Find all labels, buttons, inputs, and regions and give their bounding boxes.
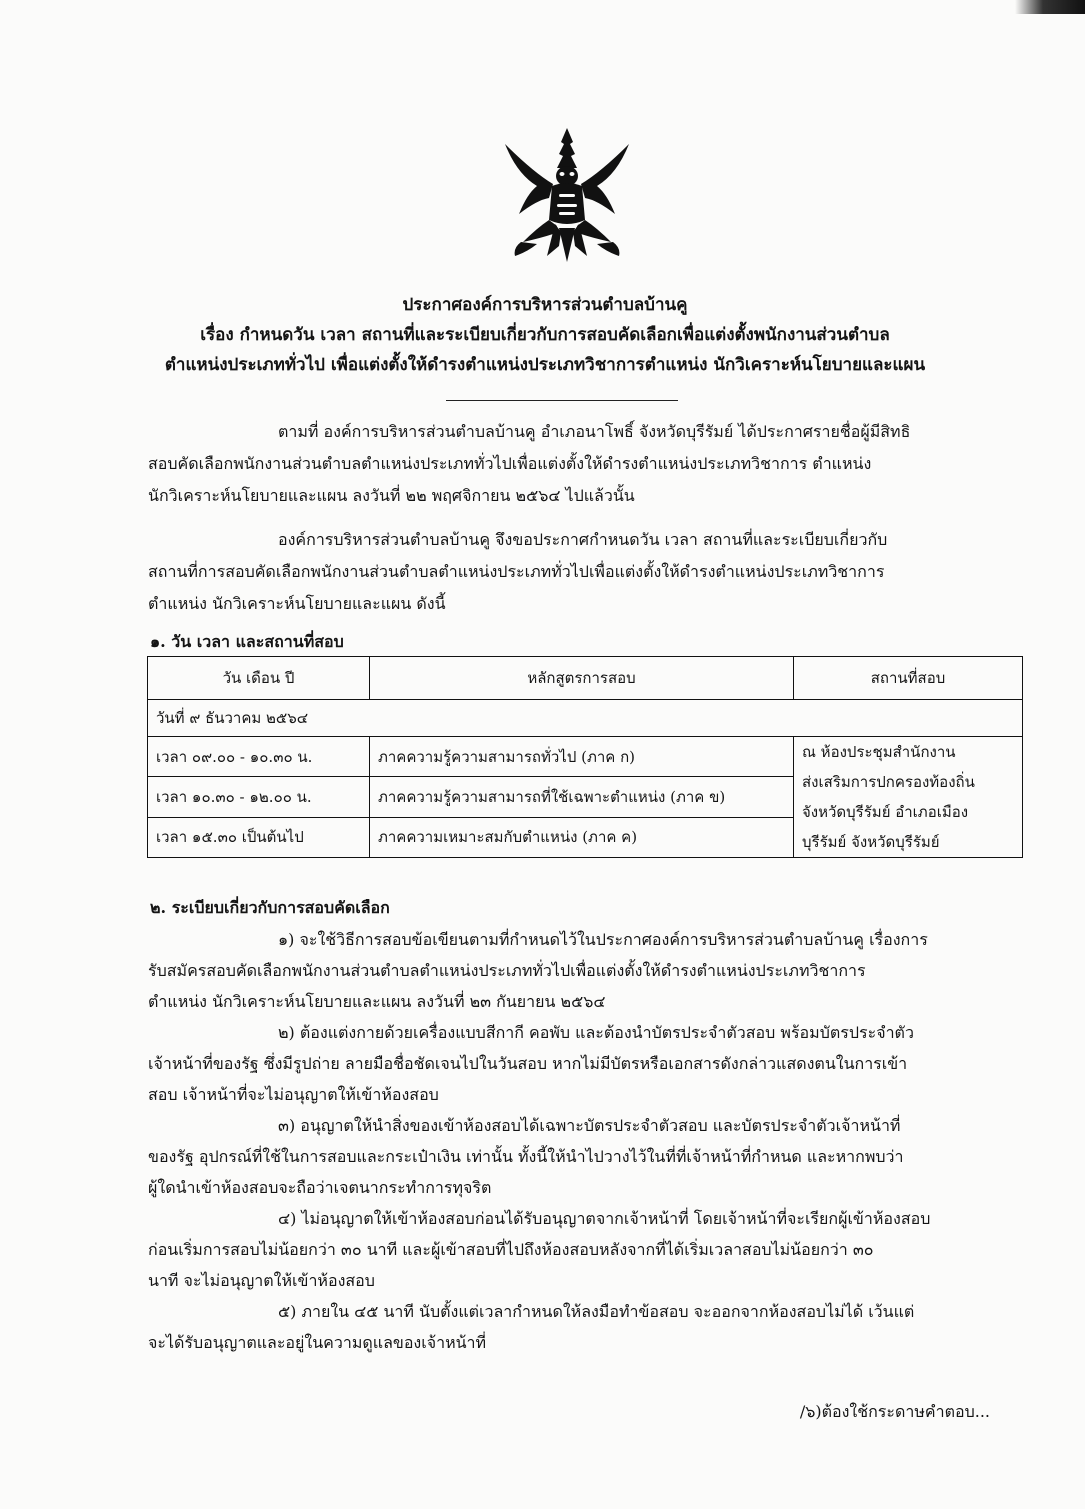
rule-line: ผู้ใดนำเข้าห้องสอบจะถือว่าเจตนากระทำการทุจริต (148, 1178, 492, 1197)
venue-line: ณ ห้องประชุมสำนักงาน (802, 743, 956, 761)
header-subject: เรื่อง กำหนดวัน เวลา สถานที่และระเบียบเกี่ยวกับการสอบคัดเลือกเพื่อแต่งตั้งพนักงานส่วนตำบล (200, 325, 890, 345)
table-row (148, 737, 1023, 777)
rule-item (148, 1110, 1000, 1203)
announcement-header (100, 290, 990, 380)
time-cell: เวลา ๑๕.๓๐ เป็นต้นไป (148, 817, 370, 857)
garuda-emblem-icon (497, 124, 637, 264)
rule-line: ของรัฐ อุปกรณ์ที่ใช้ในการสอบและกระเป๋าเงิน เท่านั้น ทั้งนี้ให้นำไปวางไว้ในที่ที่เจ้าหน้าที่กำหนด และหากพบว่า (148, 1147, 904, 1166)
rule-line: ๒) ต้องแต่งกายด้วยเครื่องแบบสีกากี คอพับ และต้องนำบัตรประจำตัวสอบ พร้อมบัตรประจำตัว (278, 1023, 914, 1042)
intro-paragraph-2 (148, 524, 990, 620)
rule-item (148, 1017, 1000, 1110)
paragraph-line: ตามที่ องค์การบริหารส่วนตำบลบ้านคู อำเภอนาโพธิ์ จังหวัดบุรีรัมย์ ได้ประกาศรายชื่อผู้มีสิทธิ (278, 422, 911, 441)
rule-line: ก่อนเริ่มการสอบไม่น้อยกว่า ๓๐ นาที และผู้เข้าสอบที่ไปถึงห้องสอบหลังจากที่ได้เริ่มเวลาสอบไม่น้อยกว่า ๓๐ (148, 1240, 874, 1259)
header-divider (446, 400, 678, 401)
section-1-title: ๑. วัน เวลา และสถานที่สอบ (150, 632, 344, 651)
rule-line: ๓) อนุญาตให้นำสิ่งของเข้าห้องสอบได้เฉพาะบัตรประจำตัวสอบ และบัตรประจำตัวเจ้าหน้าที่ (278, 1116, 901, 1135)
column-header-course: หลักสูตรการสอบ (370, 657, 794, 700)
rule-item (148, 1296, 1000, 1358)
column-header-venue: สถานที่สอบ (794, 657, 1023, 700)
venue-line: จังหวัดบุรีรัมย์ อำเภอเมือง (802, 803, 969, 821)
scan-corner-shadow (1015, 0, 1085, 14)
rule-line: ๕) ภายใน ๔๕ นาที นับตั้งแต่เวลากำหนดให้ลงมือทำข้อสอบ จะออกจากห้องสอบไม่ได้ เว้นแต่ (278, 1302, 915, 1321)
time-cell: เวลา ๑๐.๓๐ - ๑๒.๐๐ น. (148, 777, 370, 817)
course-cell: ภาคความเหมาะสมกับตำแหน่ง (ภาค ค) (370, 817, 794, 857)
header-title: ประกาศองค์การบริหารส่วนตำบลบ้านคู (402, 295, 688, 315)
course-cell: ภาคความรู้ความสามารถทั่วไป (ภาค ก) (370, 737, 794, 777)
exam-day-cell: วันที่ ๙ ธันวาคม ๒๕๖๔ (148, 700, 1023, 737)
venue-line: บุรีรัมย์ จังหวัดบุรีรัมย์ (802, 833, 940, 851)
section-2-title: ๒. ระเบียบเกี่ยวกับการสอบคัดเลือก (150, 898, 390, 917)
rule-line: สอบ เจ้าหน้าที่จะไม่อนุญาตให้เข้าห้องสอบ (148, 1085, 439, 1104)
exam-schedule-table (147, 656, 1023, 858)
venue-cell (794, 737, 1023, 858)
page-continuation: /๖)ต้องใช้กระดาษคำตอบ... (799, 1402, 990, 1421)
rule-line: ๑) จะใช้วิธีการสอบข้อเขียนตามที่กำหนดไว้ในประกาศองค์การบริหารส่วนตำบลบ้านคู เรื่องการ (278, 930, 928, 949)
rule-line: นาที จะไม่อนุญาตให้เข้าห้องสอบ (148, 1271, 375, 1290)
rule-item (148, 924, 1000, 1017)
rule-item (148, 1203, 1000, 1296)
course-cell: ภาคความรู้ความสามารถที่ใช้เฉพาะตำแหน่ง (ภาค ข) (370, 777, 794, 817)
paragraph-line: นักวิเคราะห์นโยบายและแผน ลงวันที่ ๒๒ พฤศจิกายน ๒๕๖๔ ไปแล้วนั้น (148, 486, 635, 505)
exam-rules (148, 924, 1000, 1358)
column-header-date: วัน เดือน ปี (148, 657, 370, 700)
time-cell: เวลา ๐๙.๐๐ - ๑๐.๓๐ น. (148, 737, 370, 777)
header-position: ตำแหน่งประเภททั่วไป เพื่อแต่งตั้งให้ดำรงตำแหน่งประเภทวิชาการตำแหน่ง นักวิเคราะห์นโยบายและแผน (164, 355, 926, 375)
rule-line: ตำแหน่ง นักวิเคราะห์นโยบายและแผน ลงวันที่ ๒๓ กันยายน ๒๕๖๔ (148, 992, 606, 1011)
rule-line: จะได้รับอนุญาตและอยู่ในความดูแลของเจ้าหน้าที่ (148, 1333, 487, 1352)
intro-paragraph-1 (148, 416, 990, 512)
paragraph-line: สถานที่การสอบคัดเลือกพนักงานส่วนตำบลตำแหน่งประเภททั่วไปเพื่อแต่งตั้งให้ดำรงตำแหน่งประเภทวิชาการ (148, 562, 885, 581)
rule-line: รับสมัครสอบคัดเลือกพนักงานส่วนตำบลตำแหน่งประเภททั่วไปเพื่อแต่งตั้งให้ดำรงตำแหน่งประเภทวิชาการ (148, 961, 866, 980)
table-header-row (148, 657, 1023, 700)
paragraph-line: ตำแหน่ง นักวิเคราะห์นโยบายและแผน ดังนี้ (148, 594, 446, 613)
rule-line: ๔) ไม่อนุญาตให้เข้าห้องสอบก่อนได้รับอนุญาตจากเจ้าหน้าที่ โดยเจ้าหน้าที่จะเรียกผู้เข้าห้องสอบ (278, 1209, 931, 1228)
paragraph-line: องค์การบริหารส่วนตำบลบ้านคู จึงขอประกาศกำหนดวัน เวลา สถานที่และระเบียบเกี่ยวกับ (278, 530, 888, 549)
paragraph-line: สอบคัดเลือกพนักงานส่วนตำบลตำแหน่งประเภททั่วไปเพื่อแต่งตั้งให้ดำรงตำแหน่งประเภทวิชาการ ตำแหน่ง (148, 454, 872, 473)
rule-line: เจ้าหน้าที่ของรัฐ ซึ่งมีรูปถ่าย ลายมือชื่อชัดเจนไปในวันสอบ หากไม่มีบัตรหรือเอกสารดังกล่าวแสดงตนในการเข้า (148, 1054, 908, 1073)
venue-line: ส่งเสริมการปกครองท้องถิ่น (802, 773, 975, 791)
table-row (148, 700, 1023, 737)
